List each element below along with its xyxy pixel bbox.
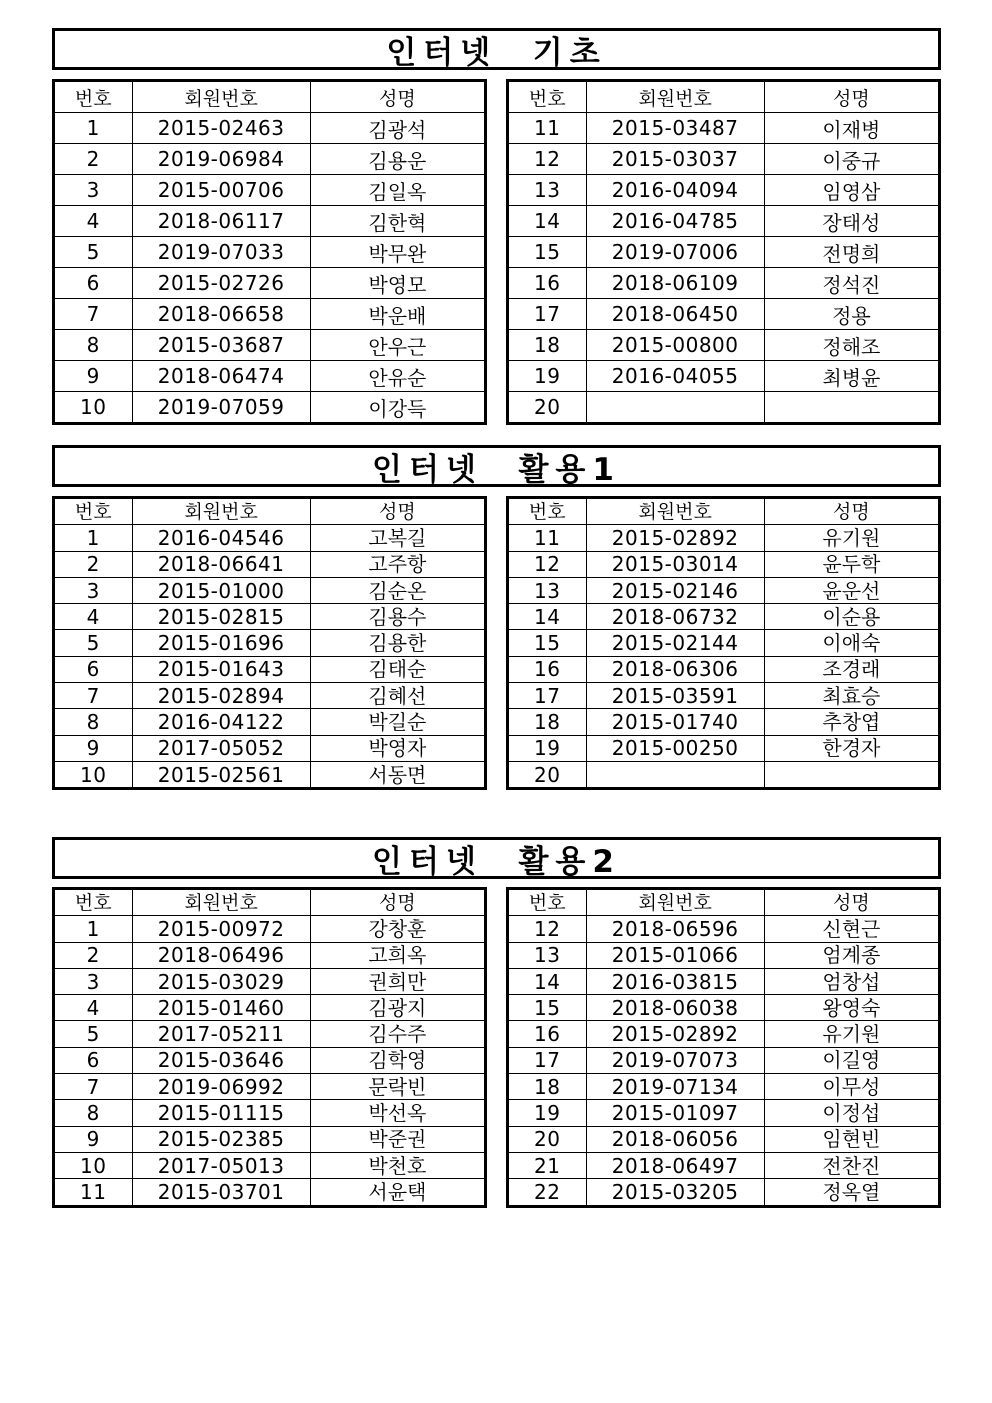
- table-row: [54, 630, 486, 656]
- member-id: 2015-03205: [586, 1179, 764, 1206]
- member-name: 이애숙: [764, 630, 939, 656]
- member-name: 엄계종: [764, 942, 939, 968]
- member-id: 2016-03815: [586, 968, 764, 994]
- row-number: 8: [54, 1100, 133, 1126]
- member-id: 2016-04785: [586, 206, 764, 237]
- column-header-member-id: 회원번호: [132, 498, 310, 525]
- row-number: 6: [54, 268, 133, 299]
- row-number: 16: [508, 1021, 587, 1047]
- member-name: 김학영: [310, 1047, 485, 1073]
- roster-table-left: [52, 496, 487, 790]
- column-header-member-id: 회원번호: [132, 889, 310, 916]
- column-header-member-id: 회원번호: [132, 81, 310, 113]
- member-name: 김광지: [310, 995, 485, 1021]
- member-id: 2015-01066: [586, 942, 764, 968]
- row-number: 11: [54, 1179, 133, 1206]
- row-number: 2: [54, 144, 133, 175]
- member-id: 2015-01000: [132, 577, 310, 603]
- table-row: [54, 330, 486, 361]
- member-name: 전찬진: [764, 1152, 939, 1178]
- row-number: 13: [508, 577, 587, 603]
- row-number: 3: [54, 577, 133, 603]
- member-id: [586, 392, 764, 424]
- member-name: 한경자: [764, 735, 939, 761]
- member-id: 2019-07073: [586, 1047, 764, 1073]
- member-name: 김혜선: [310, 683, 485, 709]
- member-id: 2015-03029: [132, 968, 310, 994]
- member-id: 2016-04055: [586, 361, 764, 392]
- member-id: 2019-07006: [586, 237, 764, 268]
- member-name: 김용운: [310, 144, 485, 175]
- member-id: 2019-07033: [132, 237, 310, 268]
- row-number: 8: [54, 330, 133, 361]
- table-header-row: [508, 81, 940, 113]
- column-header-no: 번호: [508, 81, 587, 113]
- member-id: 2015-02385: [132, 1126, 310, 1152]
- table-row: [54, 656, 486, 682]
- row-number: 17: [508, 1047, 587, 1073]
- table-row: [508, 237, 940, 268]
- table-row: [54, 551, 486, 577]
- table-row: [508, 683, 940, 709]
- member-id: 2018-06658: [132, 299, 310, 330]
- member-name: 정옥열: [764, 1179, 939, 1206]
- member-name: 이순용: [764, 604, 939, 630]
- member-id: 2015-03646: [132, 1047, 310, 1073]
- column-header-member-id: 회원번호: [586, 889, 764, 916]
- row-number: 13: [508, 942, 587, 968]
- column-header-member-id: 회원번호: [586, 81, 764, 113]
- member-name: 김태순: [310, 656, 485, 682]
- table-header-row: [54, 889, 486, 916]
- member-name: 고희옥: [310, 942, 485, 968]
- member-name: 김일옥: [310, 175, 485, 206]
- row-number: 11: [508, 525, 587, 551]
- row-number: 16: [508, 268, 587, 299]
- row-number: 9: [54, 361, 133, 392]
- member-id: 2017-05013: [132, 1152, 310, 1178]
- member-id: 2018-06474: [132, 361, 310, 392]
- table-row: [508, 709, 940, 735]
- member-id: 2015-00800: [586, 330, 764, 361]
- table-header-row: [508, 889, 940, 916]
- member-name: 서윤택: [310, 1179, 485, 1206]
- row-number: 20: [508, 761, 587, 788]
- row-number: 7: [54, 1074, 133, 1100]
- table-row: [54, 299, 486, 330]
- member-name: 임현빈: [764, 1126, 939, 1152]
- row-number: 17: [508, 299, 587, 330]
- row-number: 12: [508, 916, 587, 942]
- table-row: [54, 144, 486, 175]
- row-number: 19: [508, 361, 587, 392]
- row-number: 10: [54, 761, 133, 788]
- table-row: [508, 604, 940, 630]
- row-number: 13: [508, 175, 587, 206]
- member-name: 이중규: [764, 144, 939, 175]
- table-row: [508, 735, 940, 761]
- table-row: [508, 968, 940, 994]
- row-number: 5: [54, 1021, 133, 1047]
- member-name: 엄창섭: [764, 968, 939, 994]
- row-number: 19: [508, 735, 587, 761]
- roster-table-left: [52, 887, 487, 1208]
- column-header-name: 성명: [310, 81, 485, 113]
- member-id: 2015-02561: [132, 761, 310, 788]
- member-name: 이길영: [764, 1047, 939, 1073]
- table-row: [54, 1152, 486, 1178]
- table-row: [508, 656, 940, 682]
- member-id: 2015-03487: [586, 113, 764, 144]
- member-id: 2018-06497: [586, 1152, 764, 1178]
- row-number: 4: [54, 604, 133, 630]
- table-row: [54, 1021, 486, 1047]
- row-number: 6: [54, 1047, 133, 1073]
- member-id: 2019-07059: [132, 392, 310, 424]
- row-number: 1: [54, 916, 133, 942]
- member-id: 2016-04546: [132, 525, 310, 551]
- row-number: 15: [508, 995, 587, 1021]
- table-row: [54, 709, 486, 735]
- row-number: 14: [508, 968, 587, 994]
- member-id: 2015-03014: [586, 551, 764, 577]
- table-row: [508, 942, 940, 968]
- member-id: 2015-01696: [132, 630, 310, 656]
- row-number: 1: [54, 113, 133, 144]
- member-id: 2016-04122: [132, 709, 310, 735]
- table-row: [508, 175, 940, 206]
- row-number: 19: [508, 1100, 587, 1126]
- table-row: [508, 1074, 940, 1100]
- row-number: 14: [508, 206, 587, 237]
- table-row: [54, 237, 486, 268]
- member-name: 박운배: [310, 299, 485, 330]
- row-number: 16: [508, 656, 587, 682]
- table-row: [54, 968, 486, 994]
- member-name: 박천호: [310, 1152, 485, 1178]
- member-id: 2015-01643: [132, 656, 310, 682]
- row-number: 20: [508, 392, 587, 424]
- table-row: [54, 1074, 486, 1100]
- table-row: [508, 330, 940, 361]
- member-name: 정해조: [764, 330, 939, 361]
- section-title: 인터넷 기초: [52, 28, 941, 70]
- member-name: 정석진: [764, 268, 939, 299]
- row-number: 15: [508, 237, 587, 268]
- member-name: 조경래: [764, 656, 939, 682]
- table-row: [54, 1100, 486, 1126]
- table-row: [508, 916, 940, 942]
- row-number: 2: [54, 942, 133, 968]
- member-id: 2018-06496: [132, 942, 310, 968]
- table-row: [508, 361, 940, 392]
- member-name: 김수주: [310, 1021, 485, 1047]
- member-id: 2015-00972: [132, 916, 310, 942]
- member-name: 서동면: [310, 761, 485, 788]
- member-name: 김용한: [310, 630, 485, 656]
- row-number: 3: [54, 968, 133, 994]
- table-row: [54, 1047, 486, 1073]
- row-number: 17: [508, 683, 587, 709]
- member-id: 2019-07134: [586, 1074, 764, 1100]
- member-id: 2015-02815: [132, 604, 310, 630]
- member-id: 2015-02892: [586, 1021, 764, 1047]
- table-row: [508, 206, 940, 237]
- member-id: 2015-01097: [586, 1100, 764, 1126]
- table-row: [54, 175, 486, 206]
- member-name: 김순온: [310, 577, 485, 603]
- table-row: [54, 604, 486, 630]
- member-name: 박길순: [310, 709, 485, 735]
- table-row: [508, 268, 940, 299]
- table-header-row: [54, 81, 486, 113]
- table-row: [508, 1152, 940, 1178]
- column-header-name: 성명: [764, 889, 939, 916]
- member-name: 윤운선: [764, 577, 939, 603]
- row-number: 4: [54, 995, 133, 1021]
- member-id: 2018-06117: [132, 206, 310, 237]
- table-row: [508, 113, 940, 144]
- table-row: [54, 1126, 486, 1152]
- member-name: 박준권: [310, 1126, 485, 1152]
- member-id: 2015-01115: [132, 1100, 310, 1126]
- column-header-no: 번호: [54, 498, 133, 525]
- member-id: 2015-01460: [132, 995, 310, 1021]
- column-header-no: 번호: [54, 81, 133, 113]
- member-id: 2015-01740: [586, 709, 764, 735]
- table-row: [54, 361, 486, 392]
- member-id: 2015-03687: [132, 330, 310, 361]
- table-row: [508, 525, 940, 551]
- column-header-no: 번호: [54, 889, 133, 916]
- roster-table-right: [506, 79, 941, 425]
- column-header-no: 번호: [508, 498, 587, 525]
- member-name: 정용: [764, 299, 939, 330]
- member-name: 이재병: [764, 113, 939, 144]
- row-number: 10: [54, 392, 133, 424]
- member-name: [764, 392, 939, 424]
- table-row: [54, 735, 486, 761]
- column-header-name: 성명: [310, 889, 485, 916]
- member-name: 김용수: [310, 604, 485, 630]
- table-row: [54, 392, 486, 424]
- section-title: 인터넷 활용2: [52, 837, 941, 879]
- member-id: 2015-03591: [586, 683, 764, 709]
- member-id: 2015-03037: [586, 144, 764, 175]
- member-id: 2015-00706: [132, 175, 310, 206]
- member-id: 2018-06450: [586, 299, 764, 330]
- roster-table-right: [506, 496, 941, 790]
- member-name: 김한혁: [310, 206, 485, 237]
- column-header-name: 성명: [764, 498, 939, 525]
- row-number: 9: [54, 735, 133, 761]
- column-header-name: 성명: [310, 498, 485, 525]
- row-number: 18: [508, 330, 587, 361]
- table-row: [508, 1100, 940, 1126]
- row-number: 1: [54, 525, 133, 551]
- member-id: 2018-06109: [586, 268, 764, 299]
- table-row: [54, 995, 486, 1021]
- table-row: [508, 995, 940, 1021]
- table-row: [54, 761, 486, 788]
- table-row: [508, 1179, 940, 1206]
- row-number: 5: [54, 237, 133, 268]
- member-id: 2018-06038: [586, 995, 764, 1021]
- row-number: 12: [508, 551, 587, 577]
- member-id: 2015-02726: [132, 268, 310, 299]
- table-row: [54, 113, 486, 144]
- member-id: 2015-02463: [132, 113, 310, 144]
- column-header-name: 성명: [764, 81, 939, 113]
- member-name: 이강득: [310, 392, 485, 424]
- column-header-no: 번호: [508, 889, 587, 916]
- member-id: 2018-06641: [132, 551, 310, 577]
- member-name: 이무성: [764, 1074, 939, 1100]
- member-name: 최병윤: [764, 361, 939, 392]
- table-row: [54, 942, 486, 968]
- member-id: 2019-06984: [132, 144, 310, 175]
- table-row: [508, 1047, 940, 1073]
- member-name: 안유순: [310, 361, 485, 392]
- table-row: [54, 577, 486, 603]
- member-id: 2015-02892: [586, 525, 764, 551]
- member-id: 2018-06596: [586, 916, 764, 942]
- member-name: 추창엽: [764, 709, 939, 735]
- table-row: [508, 761, 940, 788]
- row-number: 22: [508, 1179, 587, 1206]
- row-number: 15: [508, 630, 587, 656]
- table-row: [508, 1126, 940, 1152]
- table-row: [54, 206, 486, 237]
- table-row: [508, 577, 940, 603]
- member-name: [764, 761, 939, 788]
- row-number: 9: [54, 1126, 133, 1152]
- row-number: 10: [54, 1152, 133, 1178]
- row-number: 21: [508, 1152, 587, 1178]
- member-name: 유기원: [764, 1021, 939, 1047]
- row-number: 14: [508, 604, 587, 630]
- member-name: 고주항: [310, 551, 485, 577]
- row-number: 2: [54, 551, 133, 577]
- row-number: 7: [54, 683, 133, 709]
- row-number: 18: [508, 709, 587, 735]
- member-name: 권희만: [310, 968, 485, 994]
- row-number: 12: [508, 144, 587, 175]
- member-id: 2017-05052: [132, 735, 310, 761]
- member-id: 2015-03701: [132, 1179, 310, 1206]
- row-number: 6: [54, 656, 133, 682]
- member-name: 윤두학: [764, 551, 939, 577]
- member-name: 왕영숙: [764, 995, 939, 1021]
- row-number: 20: [508, 1126, 587, 1152]
- row-number: 4: [54, 206, 133, 237]
- member-name: 장태성: [764, 206, 939, 237]
- table-row: [54, 916, 486, 942]
- member-name: 고복길: [310, 525, 485, 551]
- member-id: [586, 761, 764, 788]
- table-row: [508, 392, 940, 424]
- table-row: [508, 144, 940, 175]
- member-id: 2015-02144: [586, 630, 764, 656]
- member-name: 김광석: [310, 113, 485, 144]
- member-id: 2018-06056: [586, 1126, 764, 1152]
- member-name: 안우근: [310, 330, 485, 361]
- member-id: 2019-06992: [132, 1074, 310, 1100]
- roster-table-left: [52, 79, 487, 425]
- member-name: 강창훈: [310, 916, 485, 942]
- table-row: [508, 630, 940, 656]
- member-name: 전명희: [764, 237, 939, 268]
- member-name: 박선옥: [310, 1100, 485, 1126]
- row-number: 3: [54, 175, 133, 206]
- member-name: 이정섭: [764, 1100, 939, 1126]
- section-title: 인터넷 활용1: [52, 445, 941, 487]
- row-number: 18: [508, 1074, 587, 1100]
- member-name: 박영자: [310, 735, 485, 761]
- row-number: 7: [54, 299, 133, 330]
- member-id: 2018-06306: [586, 656, 764, 682]
- member-id: 2015-02894: [132, 683, 310, 709]
- table-header-row: [508, 498, 940, 525]
- member-name: 임영삼: [764, 175, 939, 206]
- table-header-row: [54, 498, 486, 525]
- member-id: 2015-02146: [586, 577, 764, 603]
- member-id: 2016-04094: [586, 175, 764, 206]
- table-row: [54, 1179, 486, 1206]
- table-row: [508, 1021, 940, 1047]
- row-number: 11: [508, 113, 587, 144]
- table-row: [508, 551, 940, 577]
- table-row: [54, 525, 486, 551]
- member-name: 신현근: [764, 916, 939, 942]
- member-name: 유기원: [764, 525, 939, 551]
- table-row: [54, 683, 486, 709]
- roster-table-right: [506, 887, 941, 1208]
- member-name: 박영모: [310, 268, 485, 299]
- member-name: 박무완: [310, 237, 485, 268]
- member-name: 최효승: [764, 683, 939, 709]
- row-number: 5: [54, 630, 133, 656]
- row-number: 8: [54, 709, 133, 735]
- table-row: [54, 268, 486, 299]
- member-id: 2018-06732: [586, 604, 764, 630]
- member-id: 2017-05211: [132, 1021, 310, 1047]
- column-header-member-id: 회원번호: [586, 498, 764, 525]
- member-name: 문락빈: [310, 1074, 485, 1100]
- table-row: [508, 299, 940, 330]
- member-id: 2015-00250: [586, 735, 764, 761]
